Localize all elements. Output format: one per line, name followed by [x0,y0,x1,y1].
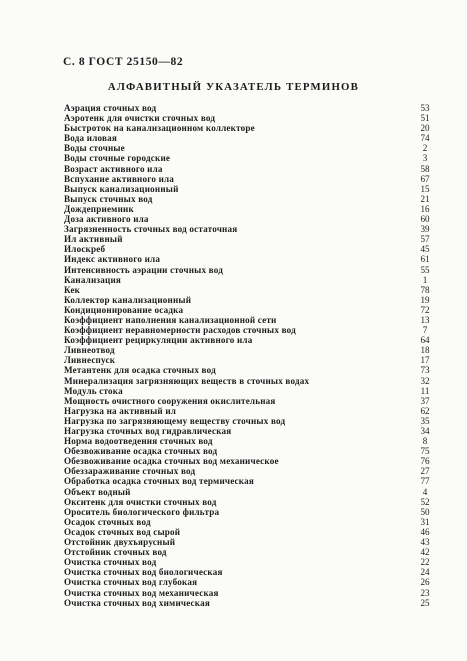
index-term: Воды сточные городские [64,153,171,164]
index-entry [64,426,437,436]
index-page-number: 61 [420,254,430,265]
index-term: Дождеприемник [64,203,134,214]
index-term: Объект водный [64,486,131,497]
index-entry [64,275,437,285]
index-term: Минерализация загрязняющих веществ в сточных водах [64,375,310,386]
index-page-number: 67 [420,173,430,184]
index-page-number: 43 [420,537,430,548]
index-page-number: 75 [420,446,430,457]
index-entry [64,174,437,184]
index-term: Обработка осадка сточных вод термическая [64,476,254,487]
index-term: Ороситель биологического фильтра [64,506,220,517]
index-page-number: 72 [420,304,430,315]
index-entry [64,164,437,174]
index-page-number: 27 [420,466,430,477]
index-entry [64,376,437,386]
index-term: Выпуск канализационный [64,183,179,194]
index-term: Модуль стока [64,385,123,396]
index-entry [64,244,437,254]
index-page-number: 19 [420,294,430,305]
index-page-number: 76 [420,456,430,467]
index-page-number: 2 [422,143,428,154]
index-term: Кондиционирование осадка [64,304,184,315]
index-term: Аэрация сточных вод [64,103,157,113]
index-page-number: 21 [420,193,430,204]
index-entry [64,436,437,446]
index-page-number: 50 [420,506,430,517]
index-term: Илоскреб [64,244,106,255]
index-entry [64,184,437,194]
index-page-number: 57 [420,234,430,245]
index-page-number: 17 [420,355,430,366]
index-term: Осадок сточных вод [64,516,151,527]
index-entry [64,487,437,497]
index-page-number: 15 [420,183,430,194]
index-entry [64,204,437,214]
index-entry [64,406,437,416]
index-page-number: 46 [420,526,430,537]
index-page-number: 13 [420,314,430,325]
index-entry [64,254,437,264]
index-entry [64,194,437,204]
index-page-number: 52 [420,496,430,507]
index-page-number: 16 [420,203,430,214]
index-entry [64,335,437,345]
index-page-number: 74 [420,133,430,144]
index-page-number: 25 [420,597,430,608]
index-page-number: 32 [420,375,430,386]
index-term: Нагрузка на активный ил [64,405,177,416]
index-term: Кек [64,284,81,295]
index-entry [64,285,437,295]
index-term: Индекс активного ила [64,254,161,265]
index-term: Обезвоживание осадка сточных вод [64,446,218,457]
index-entry [64,567,437,577]
index-page-number: 60 [420,214,430,225]
index-term: Интенсивность аэрации сточных вод [64,264,224,275]
index-term: Аэротенк для очистки сточных вод [64,113,216,124]
index-term: Обезвоживание осадка сточных вод механическое [64,456,279,467]
index-term: Коэффициент рециркуляции активного ила [64,335,253,346]
index-term: Очистка сточных вод биологическая [64,567,223,578]
index-page-number: 23 [420,587,430,598]
index-entry [64,598,437,608]
index-term: Коллектор канализационный [64,294,192,305]
index-page-number: 35 [420,415,430,426]
index-term: Мощность очистного сооружения окислительная [64,395,276,406]
index-page-number: 1 [422,274,428,285]
index-term: Нагрузка сточных вод гидравлическая [64,426,232,436]
index-entry [64,466,437,476]
index-page-number: 73 [420,365,430,376]
index-term: Вода иловая [64,133,118,144]
index-page-number: 58 [420,163,430,174]
index-entry [64,214,437,224]
index-page-number: 39 [420,224,430,235]
index-page-number: 78 [420,284,430,295]
index-page-number: 55 [420,264,430,275]
index-term: Отстойник сточных вод [64,547,167,558]
index-page-number: 53 [420,103,430,113]
index-term: Возраст активного ила [64,163,163,174]
index-page-number: 62 [420,405,430,416]
index-entry [64,265,437,275]
index-entry [64,153,437,163]
index-term: Осадок сточных вод сырой [64,526,181,537]
index-entry [64,476,437,486]
index-entry [64,588,437,598]
index-term: Окситенк для очистки сточных вод [64,496,217,507]
index-entry [64,133,437,143]
index-page-number: 7 [422,325,428,336]
index-entry [64,143,437,153]
index-entry [64,456,437,466]
index-list [64,103,437,608]
index-page-number: 51 [420,113,430,124]
index-entry [64,345,437,355]
index-term: Очистка сточных вод химическая [64,597,210,608]
index-term: Норма водоотведения сточных вод [64,436,213,447]
index-page-number: 18 [420,345,430,356]
index-page-number: 11 [420,385,430,396]
index-entry [64,355,437,365]
index-entry [64,446,437,456]
index-term: Загрязненность сточных вод остаточная [64,224,238,235]
index-term: Доза активного ила [64,214,149,225]
index-entry [64,517,437,527]
index-entry [64,577,437,587]
index-entry [64,557,437,567]
index-entry [64,396,437,406]
index-entry [64,325,437,335]
index-page-number: 77 [420,476,430,487]
index-term: Воды сточные [64,143,125,154]
index-term: Коэффициент наполнения канализационной сети [64,314,277,325]
index-term: Ил активный [64,234,123,245]
index-term: Вспухание активного ила [64,173,175,184]
index-page-number: 22 [420,557,430,568]
index-entry [64,315,437,325]
index-term: Нагрузка по загрязняющему веществу сточных вод [64,415,286,426]
index-page-number: 26 [420,577,430,588]
index-term: Ливнеспуск [64,355,116,366]
index-entry [64,295,437,305]
index-entry [64,547,437,557]
index-page-number: 37 [420,395,430,406]
index-entry [64,305,437,315]
index-entry [64,527,437,537]
index-entry [64,537,437,547]
index-entry [64,224,437,234]
index-term: Очистка сточных вод глубокая [64,577,198,588]
index-page-number: 34 [420,426,430,436]
index-entry [64,103,437,113]
index-entry [64,234,437,244]
index-entry [64,507,437,517]
index-entry [64,416,437,426]
index-term: Быстроток на канализационном коллекторе [64,123,255,134]
index-page-number: 42 [420,547,430,558]
index-term: Ливнеотвод [64,345,115,356]
index-page-number: 64 [420,335,430,346]
index-page-number: 4 [422,486,428,497]
index-term: Обеззараживание сточных вод [64,466,196,477]
index-page-number: 24 [420,567,430,578]
index-page-number: 20 [420,123,430,134]
index-term: Очистка сточных вод механическая [64,587,219,598]
index-page-number: 31 [420,516,430,527]
index-entry [64,113,437,123]
page-header: С. 8 ГОСТ 25150—82 [63,56,184,68]
index-term: Коэффициент неравномерности расходов сточных вод [64,325,296,336]
index-page-number: 8 [422,436,428,447]
index-term: Отстойник двухъярусный [64,537,176,548]
index-entry [64,365,437,375]
index-term: Очистка сточных вод [64,557,157,568]
index-term: Выпуск сточных вод [64,193,153,204]
index-term: Метантенк для осадка сточных вод [64,365,216,376]
index-entry [64,497,437,507]
index-page-number: 3 [422,153,428,164]
index-entry [64,386,437,396]
index-entry [64,123,437,133]
index-title: АЛФАВИТНЫЙ УКАЗАТЕЛЬ ТЕРМИНОВ [107,81,360,93]
index-page-number: 45 [420,244,430,255]
index-term: Канализация [64,274,122,285]
